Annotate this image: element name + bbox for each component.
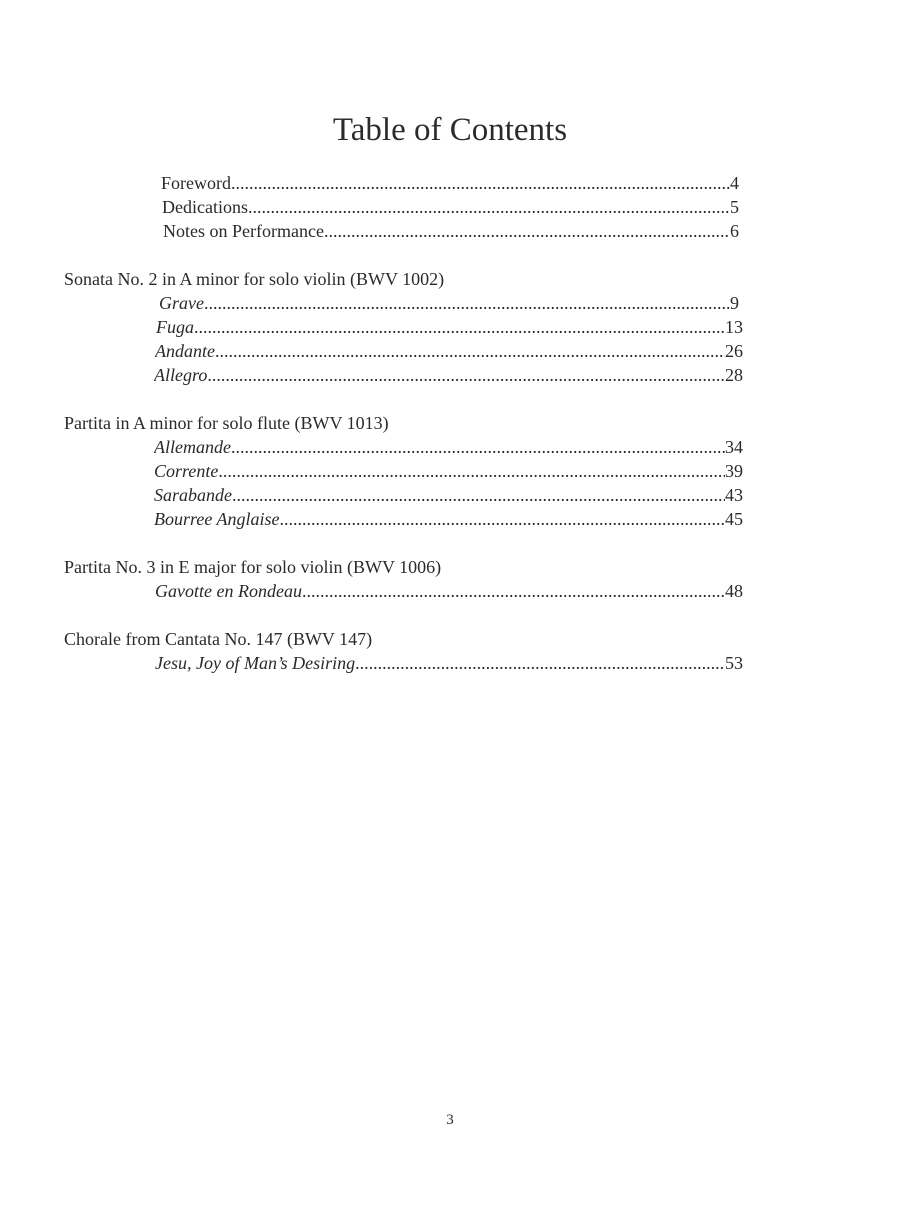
- dot-leader: [324, 219, 730, 243]
- dot-leader: [204, 291, 730, 315]
- toc-entry-label: Allegro: [154, 365, 208, 385]
- toc-entry-allemande[interactable]: [154, 435, 743, 459]
- page-title: Table of Contents: [332, 112, 568, 148]
- toc-entry-andante[interactable]: [155, 339, 743, 363]
- toc-entry-page: 5: [730, 197, 739, 217]
- toc-entry-jesu-joy[interactable]: [155, 651, 743, 675]
- dot-leader: [215, 339, 725, 363]
- toc-entry-page: 6: [730, 221, 739, 241]
- toc-entry-label: Foreword: [161, 173, 231, 193]
- toc-entry-page: 4: [730, 173, 739, 193]
- toc-entry-dedications[interactable]: [162, 195, 739, 219]
- dot-leader: [218, 459, 725, 483]
- toc-entry-label: Grave: [159, 293, 204, 313]
- toc-entry-grave[interactable]: [159, 291, 739, 315]
- toc-entry-page: 48: [725, 581, 743, 601]
- section-heading-partita-flute: Partita in A minor for solo flute (BWV 1013): [64, 413, 389, 433]
- toc-entry-notes-on-performance[interactable]: [163, 219, 739, 243]
- page-number: 3: [446, 1112, 454, 1128]
- toc-entry-gavotte-en-rondeau[interactable]: [155, 579, 743, 603]
- toc-entry-foreword[interactable]: [161, 171, 739, 195]
- toc-entry-page: 34: [725, 437, 743, 457]
- toc-entry-fuga[interactable]: [156, 315, 743, 339]
- toc-entry-page: 43: [725, 485, 743, 505]
- toc-entry-label: Jesu, Joy of Man’s Desiring: [155, 653, 356, 673]
- toc-entry-page: 28: [725, 365, 743, 385]
- toc-entry-sarabande[interactable]: [154, 483, 743, 507]
- dot-leader: [194, 315, 725, 339]
- toc-entry-label: Corrente: [154, 461, 219, 481]
- toc-entry-label: Allemande: [154, 437, 231, 457]
- dot-leader: [231, 435, 725, 459]
- toc-entry-label: Andante: [155, 341, 215, 361]
- toc-entry-label: Bourree Anglaise: [154, 509, 280, 529]
- toc-entry-label: Sarabande: [154, 485, 232, 505]
- toc-entry-page: 13: [725, 317, 743, 337]
- dot-leader: [248, 195, 730, 219]
- section-heading-sonata-2: Sonata No. 2 in A minor for solo violin (BWV 1002): [64, 269, 445, 289]
- toc-entry-bourree-anglaise[interactable]: [154, 507, 743, 531]
- toc-entry-label: Gavotte en Rondeau: [155, 581, 302, 601]
- toc-entry-page: 53: [725, 653, 743, 673]
- dot-leader: [207, 363, 725, 387]
- toc-entry-page: 9: [730, 293, 739, 313]
- toc-entry-label: Notes on Performance: [163, 221, 324, 241]
- section-heading-partita-3: Partita No. 3 in E major for solo violin (BWV 1006): [64, 557, 442, 577]
- toc-entry-page: 26: [725, 341, 743, 361]
- toc-entry-label: Dedications: [162, 197, 248, 217]
- dot-leader: [279, 507, 725, 531]
- toc-entry-corrente[interactable]: [154, 459, 743, 483]
- section-heading-chorale: Chorale from Cantata No. 147 (BWV 147): [64, 629, 373, 649]
- toc-entry-page: 45: [725, 509, 743, 529]
- dot-leader: [302, 579, 725, 603]
- dot-leader: [355, 651, 725, 675]
- toc-entry-label: Fuga: [156, 317, 194, 337]
- dot-leader: [232, 483, 725, 507]
- toc-entry-allegro[interactable]: [154, 363, 743, 387]
- toc-entry-page: 39: [725, 461, 743, 481]
- dot-leader: [231, 171, 730, 195]
